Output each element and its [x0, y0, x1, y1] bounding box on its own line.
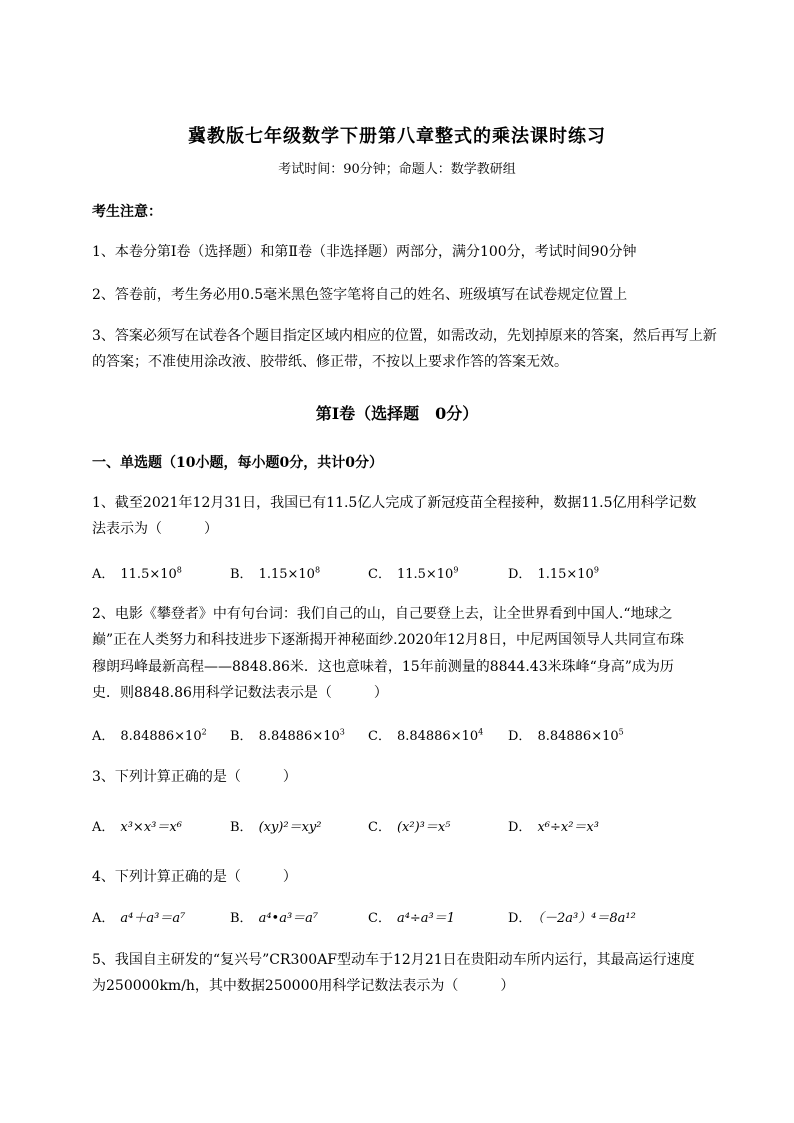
question-5-line-1: 5、我国自主研发的“复兴号”CR300AF型动车于12月21日在贵阳动车所内运行，其最高运行速度 [92, 952, 695, 968]
option-a[interactable] [92, 907, 185, 926]
option-b[interactable] [230, 907, 318, 926]
document-title: 冀教版七年级数学下册第八章整式的乘法课时练习 [188, 126, 606, 147]
option-text: 11.5×10 [396, 567, 454, 582]
part-heading: 一、单选题（10小题，每小题0分，共计0分） [92, 455, 383, 471]
option-exponent: 4 [478, 727, 484, 737]
option-text: 8.84886×10 [396, 729, 479, 744]
option-label: B． [230, 820, 253, 835]
question-2-line-2: 巅”正在人类努力和科技进步下逐渐揭开神秘面纱.2020年12月8日，中尼两国领导人共同宣布珠 [92, 632, 684, 648]
option-b[interactable] [230, 725, 345, 744]
option-label: D． [508, 729, 532, 744]
notice-heading: 考生注意： [92, 204, 162, 220]
question-1-options [92, 563, 712, 583]
option-a[interactable] [92, 816, 182, 835]
option-label: B． [230, 729, 253, 744]
question-1-line-2: 法表示为（ ） [92, 521, 218, 537]
option-exponent: 9 [453, 565, 459, 575]
option-label: D． [508, 820, 532, 835]
question-2-line-4: 史．则8848.86用科学记数法表示是（ ） [92, 685, 388, 701]
option-exponent: 9 [593, 565, 599, 575]
option-expression: x³×x³＝x⁶ [120, 820, 182, 835]
question-2-line-3: 穆朗玛峰最新高程——8848.86米．这也意味着，15年前测量的8844.43米珠峰“身高”成为历 [92, 659, 674, 675]
option-c[interactable] [368, 816, 450, 835]
option-d[interactable] [508, 725, 624, 744]
question-4-stem: 4、下列计算正确的是（ ） [92, 869, 297, 885]
option-exponent: 3 [339, 727, 345, 737]
option-expression: a⁴÷a³＝1 [396, 911, 456, 926]
question-3-options [92, 816, 712, 836]
option-a[interactable] [92, 563, 182, 582]
option-expression: （－2a³）⁴＝8a¹² [537, 911, 636, 926]
option-label: A． [92, 567, 115, 582]
option-c[interactable] [368, 563, 458, 582]
option-exponent: 8 [314, 565, 321, 575]
option-exponent: 5 [618, 727, 624, 737]
option-c[interactable] [368, 725, 483, 744]
option-expression: (xy)²＝xy² [258, 820, 322, 835]
option-label: B． [230, 567, 253, 582]
notice-item-2: 2、答卷前，考生务必用0.5毫米黑色签字笔将自己的姓名、班级填写在试卷规定位置上 [92, 287, 628, 303]
option-expression: x⁶÷x²＝x³ [537, 820, 599, 835]
option-label: D． [508, 911, 532, 926]
option-text: 11.5×10 [120, 567, 177, 582]
option-label: D． [508, 567, 532, 582]
option-a[interactable] [92, 725, 207, 744]
option-label: C． [368, 911, 391, 926]
question-2-line-1: 2、电影《攀登者》中有句台词：我们自己的山，自己要登上去，让全世界看到中国人.“地球之 [92, 606, 673, 622]
notice-item-3-cont: 的答案；不准使用涂改液、胶带纸、修正带，不按以上要求作答的答案无效。 [92, 354, 568, 370]
option-label: C． [368, 820, 391, 835]
question-1-line-1: 1、截至2021年12月31日，我国已有11.5亿人完成了新冠疫苗全程接种，数据11.5亿用科学记数 [92, 495, 697, 511]
question-3-stem: 3、下列计算正确的是（ ） [92, 769, 297, 785]
option-label: C． [368, 567, 391, 582]
option-b[interactable] [230, 563, 320, 582]
option-text: 8.84886×10 [537, 729, 619, 744]
option-d[interactable] [508, 816, 599, 835]
option-exponent: 8 [176, 565, 182, 575]
question-2-options [92, 725, 712, 745]
exam-info: 考试时间：90分钟；命题人：数学教研组 [278, 162, 516, 177]
option-b[interactable] [230, 816, 321, 835]
option-text: 1.15×10 [537, 567, 594, 582]
option-d[interactable] [508, 907, 636, 926]
option-text: 8.84886×10 [258, 729, 340, 744]
option-label: A． [92, 911, 115, 926]
question-4-options [92, 907, 712, 927]
option-expression: a⁴•a³＝a⁷ [258, 911, 319, 926]
option-text: 8.84886×10 [120, 729, 202, 744]
option-c[interactable] [368, 907, 455, 926]
option-label: A． [92, 729, 115, 744]
question-5-line-2: 为250000km/h，其中数据250000用科学记数法表示为（ ） [92, 978, 515, 994]
option-exponent: 2 [201, 727, 207, 737]
section-title: 第I卷（选择题 0分） [315, 404, 479, 423]
option-label: B． [230, 911, 253, 926]
option-expression: a⁴＋a³＝a⁷ [120, 911, 186, 926]
option-text: 1.15×10 [258, 567, 315, 582]
option-d[interactable] [508, 563, 599, 582]
notice-item-3: 3、答案必须写在试卷各个题目指定区域内相应的位置，如需改动，先划掉原来的答案，然后再写上新 [92, 328, 717, 344]
option-expression: (x²)³＝x⁵ [396, 820, 451, 835]
notice-item-1: 1、本卷分第I卷（选择题）和第Ⅱ卷（非选择题）两部分，满分100分，考试时间90分钟 [92, 244, 637, 260]
option-label: C． [368, 729, 391, 744]
option-label: A． [92, 820, 115, 835]
